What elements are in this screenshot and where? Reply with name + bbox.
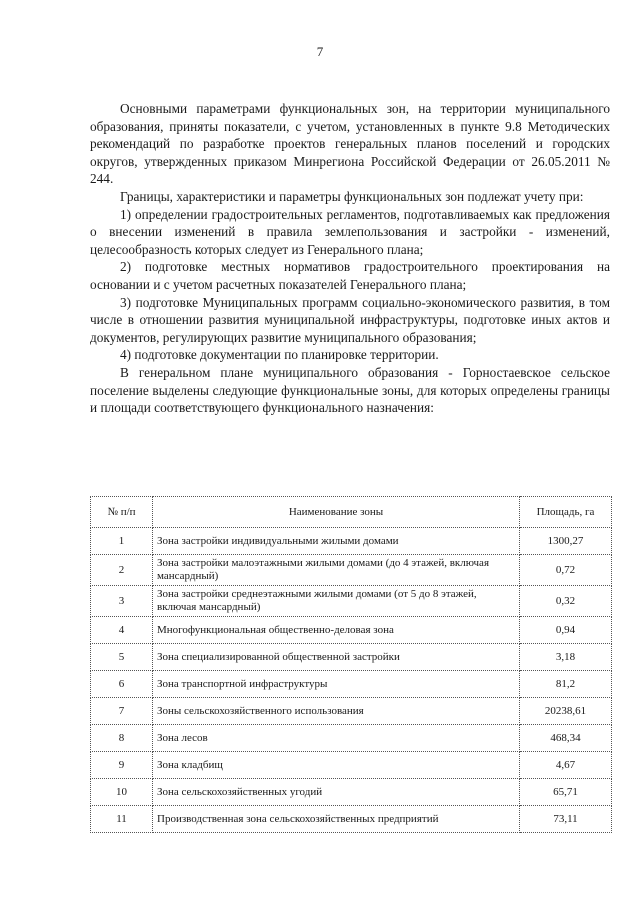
- zone-name: Производственная зона сельскохозяйственных предприятий: [153, 806, 520, 833]
- table-row: [91, 806, 612, 833]
- table-row: [91, 752, 612, 779]
- header-area: Площадь, га: [520, 497, 612, 528]
- table-row: [91, 644, 612, 671]
- row-number: 7: [91, 698, 153, 725]
- zone-name: Зона кладбищ: [153, 752, 520, 779]
- zone-name: Зона застройки среднеэтажными жилыми домами (от 5 до 8 этажей, включая мансардный): [153, 586, 520, 617]
- list-item-3: 3) подготовке Муниципальных программ социально-экономического развития, в том числе в отношении развития муниципальной инфраструктуры, подготовке иных актов и документов, регулирующих развитие муниципального образования;: [90, 294, 610, 345]
- zone-area: 468,34: [520, 725, 612, 752]
- header-zone-name: Наименование зоны: [153, 497, 520, 528]
- functional-zones-table: [90, 496, 612, 833]
- zone-name: Зоны сельскохозяйственного использования: [153, 698, 520, 725]
- paragraph-zones-intro: В генеральном плане муниципального образования - Горностаевское сельское поселение выделены следующие функциональные зоны, для которых определены границы и площади соответствующего функционального назначения:: [90, 364, 610, 416]
- row-number: 1: [91, 528, 153, 555]
- zone-name: Зона специализированной общественной застройки: [153, 644, 520, 671]
- table-body: [91, 528, 612, 833]
- zone-area: 0,94: [520, 617, 612, 644]
- list-item-1: 1) определении градостроительных регламентов, подготавливаемых как предложения о внесении изменений в правила землепользования и застройки - изменений, целесообразность которых следует из Генерального плана;: [90, 206, 610, 257]
- table-row: [91, 555, 612, 586]
- zone-area: 4,67: [520, 752, 612, 779]
- row-number: 11: [91, 806, 153, 833]
- row-number: 3: [91, 586, 153, 617]
- zone-area: 81,2: [520, 671, 612, 698]
- table-row: [91, 779, 612, 806]
- header-number: № п/п: [91, 497, 153, 528]
- row-number: 10: [91, 779, 153, 806]
- zone-area: 73,11: [520, 806, 612, 833]
- table-row: [91, 698, 612, 725]
- table-header-row: [91, 497, 612, 528]
- zone-name: Зона лесов: [153, 725, 520, 752]
- row-number: 6: [91, 671, 153, 698]
- zone-area: 1300,27: [520, 528, 612, 555]
- zone-area: 20238,61: [520, 698, 612, 725]
- zone-area: 65,71: [520, 779, 612, 806]
- zone-name: Зона застройки малоэтажными жилыми домами (до 4 этажей, включая мансардный): [153, 555, 520, 586]
- list-item-2: 2) подготовке местных нормативов градостроительного проектирования на основании и с учетом расчетных показателей Генерального плана;: [90, 259, 610, 292]
- zone-name: Зона транспортной инфраструктуры: [153, 671, 520, 698]
- paragraph-boundaries-intro: Границы, характеристики и параметры функциональных зон подлежат учету при:: [120, 188, 584, 204]
- row-number: 9: [91, 752, 153, 779]
- zone-area: 0,32: [520, 586, 612, 617]
- zone-area: 3,18: [520, 644, 612, 671]
- zone-area: 0,72: [520, 555, 612, 586]
- paragraph-main-parameters: Основными параметрами функциональных зон, на территории муниципального образования, приняты показатели, с учетом, установленных в пункте 9.8 Методических рекомендаций по разработке проектов генеральных планов поселений и городских округов, утвержденных приказом Минрегиона Российской Федерации от 26.05.2011 № 244.: [90, 101, 610, 187]
- list-item-4: 4) подготовке документации по планировке территории.: [120, 347, 439, 363]
- table-row: [91, 617, 612, 644]
- page-number: 7: [316, 44, 324, 59]
- table-row: [91, 528, 612, 555]
- zone-name: Многофункциональная общественно-деловая зона: [153, 617, 520, 644]
- row-number: 8: [91, 725, 153, 752]
- table-row: [91, 671, 612, 698]
- table-row: [91, 725, 612, 752]
- document-body: [90, 100, 610, 417]
- table-row: [91, 586, 612, 617]
- zone-name: Зона застройки индивидуальными жилыми домами: [153, 528, 520, 555]
- zone-name: Зона сельскохозяйственных угодий: [153, 779, 520, 806]
- row-number: 2: [91, 555, 153, 586]
- row-number: 4: [91, 617, 153, 644]
- row-number: 5: [91, 644, 153, 671]
